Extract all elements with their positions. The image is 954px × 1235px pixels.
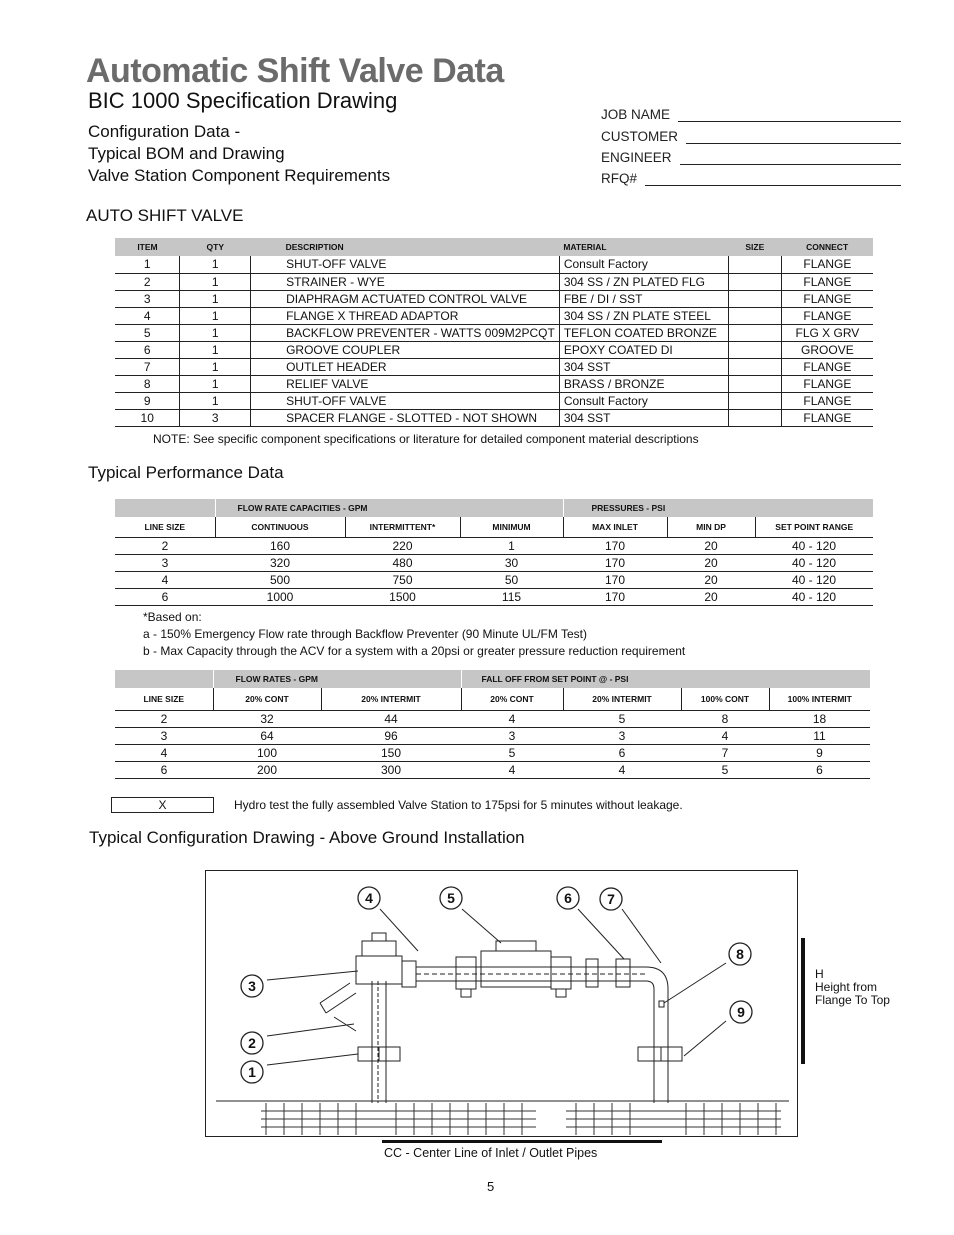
- bom-row-cell: FLANGE: [781, 256, 873, 273]
- bom-row: [115, 341, 873, 358]
- perf1-row: [115, 554, 873, 571]
- cc-label: CC - Center Line of Inlet / Outlet Pipes: [384, 1146, 598, 1160]
- callout-4: [358, 887, 380, 909]
- perf1-row-cell: 20: [667, 571, 755, 588]
- rfq-label: RFQ#: [601, 171, 638, 186]
- bom-row-cell: EPOXY COATED DI: [559, 341, 728, 358]
- perf2-row-cell: 4: [461, 761, 563, 778]
- height-label-line: Height from: [815, 980, 878, 994]
- callout-7: [600, 888, 622, 910]
- perf2-row-cell: 3: [115, 727, 213, 744]
- bom-row: [115, 324, 873, 341]
- perf1-group-flow: FLOW RATE CAPACITIES - GPM: [215, 499, 563, 517]
- callout-label: 5: [447, 890, 455, 906]
- bom-row-cell: [728, 307, 781, 324]
- perf2-col: LINE SIZE: [115, 688, 213, 710]
- perf2-col: 20% INTERMIT: [321, 688, 461, 710]
- bom-row-cell: FLANGE: [781, 273, 873, 290]
- customer-line[interactable]: [686, 132, 901, 144]
- perf1-row-cell: 170: [563, 537, 667, 554]
- perf2-col: 20% CONT: [213, 688, 321, 710]
- engineer-field[interactable]: [601, 147, 901, 165]
- bom-row: [115, 409, 873, 426]
- bom-row-cell: Consult Factory: [559, 392, 728, 409]
- perf2-group-flow: FLOW RATES - GPM: [213, 670, 461, 688]
- bom-row-cell: GROOVE COUPLER: [251, 341, 560, 358]
- callout-3: [241, 975, 263, 997]
- perf2-col: 100% INTERMIT: [769, 688, 870, 710]
- bom-row-cell: 3: [180, 409, 251, 426]
- bom-row-cell: 9: [115, 392, 180, 409]
- perf1-col: MAX INLET: [563, 517, 667, 537]
- perf1-row-cell: 170: [563, 571, 667, 588]
- perf2-group-falloff: FALL OFF FROM SET POINT @ - PSI: [461, 670, 870, 688]
- perf2-row-cell: 5: [681, 761, 769, 778]
- perf1-col: MIN DP: [667, 517, 755, 537]
- bom-row-cell: BRASS / BRONZE: [559, 375, 728, 392]
- drawing-heading: Typical Configuration Drawing - Above Ground Installation: [89, 828, 525, 847]
- perf1-row-cell: 1000: [215, 588, 345, 605]
- bom-row-cell: 4: [115, 307, 180, 324]
- perf2-row-cell: 96: [321, 727, 461, 744]
- perf2-row-cell: 4: [681, 727, 769, 744]
- perf1-row-cell: 20: [667, 554, 755, 571]
- perf2-row-cell: 11: [769, 727, 870, 744]
- perf2-row-cell: 2: [115, 710, 213, 727]
- bom-row-cell: FLANGE: [781, 375, 873, 392]
- perf-note: a - 150% Emergency Flow rate through Backflow Preventer (90 Minute UL/FM Test): [143, 627, 587, 641]
- perf1-row: [115, 588, 873, 605]
- height-dimension-bar: [801, 938, 805, 1064]
- perf1-row-cell: 115: [460, 588, 563, 605]
- bom-row-cell: FLANGE: [781, 392, 873, 409]
- callout-9: [730, 1001, 752, 1023]
- perf1-row-cell: 30: [460, 554, 563, 571]
- perf1-col: LINE SIZE: [115, 517, 215, 537]
- bom-row-cell: 1: [115, 256, 180, 273]
- perf2-row-cell: 64: [213, 727, 321, 744]
- perf2-row-cell: 18: [769, 710, 870, 727]
- perf2-row-cell: 6: [769, 761, 870, 778]
- perf1-row-cell: 750: [345, 571, 460, 588]
- bom-row: [115, 256, 873, 273]
- perf1-col: CONTINUOUS: [215, 517, 345, 537]
- bom-row-cell: TEFLON COATED BRONZE: [559, 324, 728, 341]
- perf2-col: 20% CONT: [461, 688, 563, 710]
- bom-row-cell: [728, 375, 781, 392]
- configuration-drawing: [205, 870, 798, 1137]
- perf2-row-cell: 32: [213, 710, 321, 727]
- perf1-row: [115, 571, 873, 588]
- bom-note: NOTE: See specific component specifications or literature for detailed component material descriptions: [153, 432, 699, 446]
- perf1-row-cell: 3: [115, 554, 215, 571]
- engineer-label: ENGINEER: [601, 150, 672, 165]
- perf2-row-cell: 4: [115, 744, 213, 761]
- perf2-group-blank: [115, 670, 213, 688]
- bom-row: [115, 290, 873, 307]
- callout-label: 8: [736, 946, 744, 962]
- config-line: Configuration Data -: [88, 122, 241, 141]
- bom-row-cell: FLANGE: [781, 409, 873, 426]
- perf1-row-cell: 40 - 120: [755, 554, 873, 571]
- bom-table: [115, 238, 873, 427]
- page-subtitle: BIC 1000 Specification Drawing: [88, 88, 398, 113]
- bom-col-qty: QTY: [180, 238, 251, 256]
- bom-row-cell: [728, 273, 781, 290]
- bom-row-cell: 1: [180, 256, 251, 273]
- bom-row-cell: [728, 341, 781, 358]
- perf1-row-cell: 6: [115, 588, 215, 605]
- bom-row-cell: 7: [115, 358, 180, 375]
- job-name-line[interactable]: [678, 110, 901, 122]
- perf2-row-cell: 300: [321, 761, 461, 778]
- callout-label: 3: [248, 978, 256, 994]
- callout-label: 1: [248, 1064, 256, 1080]
- bom-row-cell: 1: [180, 375, 251, 392]
- perf1-row-cell: 1: [460, 537, 563, 554]
- perf2-row: [115, 761, 870, 778]
- callout-5: [440, 887, 462, 909]
- config-line: Valve Station Component Requirements: [88, 166, 391, 185]
- callout-label: 7: [607, 891, 615, 907]
- perf2-col: 20% INTERMIT: [563, 688, 681, 710]
- perf1-row-cell: 20: [667, 537, 755, 554]
- bom-heading: AUTO SHIFT VALVE: [86, 206, 244, 225]
- bom-row: [115, 273, 873, 290]
- callout-label: 4: [365, 890, 373, 906]
- perf1-row-cell: 2: [115, 537, 215, 554]
- bom-row-cell: 6: [115, 341, 180, 358]
- bom-row-cell: 304 SST: [559, 409, 728, 426]
- hydro-text: Hydro test the fully assembled Valve Station to 175psi for 5 minutes without leakage.: [234, 798, 683, 812]
- bom-row-cell: [728, 358, 781, 375]
- perf2-row: [115, 744, 870, 761]
- bom-row-cell: 304 SS / ZN PLATE STEEL: [559, 307, 728, 324]
- bom-row-cell: FLG X GRV: [781, 324, 873, 341]
- job-name-field[interactable]: [601, 104, 901, 122]
- perf1-row-cell: 50: [460, 571, 563, 588]
- cc-dimension-bar: [382, 1140, 662, 1143]
- engineer-line[interactable]: [680, 153, 901, 165]
- perf-note: b - Max Capacity through the ACV for a system with a 20psi or greater pressure reduction requirement: [143, 644, 686, 658]
- bom-col-connect: CONNECT: [781, 238, 873, 256]
- perf1-row-cell: 170: [563, 588, 667, 605]
- bom-row-cell: 1: [180, 273, 251, 290]
- bom-row-cell: [728, 324, 781, 341]
- page-title: Automatic Shift Valve Data: [86, 52, 504, 90]
- rfq-line[interactable]: [645, 174, 901, 186]
- callout-1: [241, 1061, 263, 1083]
- bom-row-cell: FLANGE: [781, 358, 873, 375]
- perf1-col: INTERMITTENT*: [345, 517, 460, 537]
- bom-row-cell: [728, 256, 781, 273]
- bom-row-cell: 3: [115, 290, 180, 307]
- bom-row-cell: 5: [115, 324, 180, 341]
- bom-col-item: ITEM: [115, 238, 180, 256]
- performance-heading: Typical Performance Data: [88, 463, 284, 482]
- perf2-row-cell: 6: [115, 761, 213, 778]
- bom-row-cell: [728, 392, 781, 409]
- perf2-row-cell: 200: [213, 761, 321, 778]
- height-label-line: Flange To Top: [815, 993, 890, 1007]
- perf1-group-pressure: PRESSURES - PSI: [563, 499, 873, 517]
- perf2-row-cell: 3: [461, 727, 563, 744]
- bom-row: [115, 358, 873, 375]
- perf2-row-cell: 8: [681, 710, 769, 727]
- bom-row-cell: 1: [180, 392, 251, 409]
- perf2-row-cell: 100: [213, 744, 321, 761]
- perf1-group-blank: [115, 499, 215, 517]
- perf2-row-cell: 5: [563, 710, 681, 727]
- bom-row-cell: FLANGE X THREAD ADAPTOR: [251, 307, 560, 324]
- perf1-row-cell: 160: [215, 537, 345, 554]
- callout-label: 6: [564, 890, 572, 906]
- perf1-row-cell: 20: [667, 588, 755, 605]
- perf1-row-cell: 500: [215, 571, 345, 588]
- valve-station-schematic: [206, 871, 799, 1138]
- bom-row-cell: FBE / DI / SST: [559, 290, 728, 307]
- bom-row-cell: 304 SS / ZN PLATED FLG: [559, 273, 728, 290]
- perf2-row-cell: 44: [321, 710, 461, 727]
- bom-row-cell: SHUT-OFF VALVE: [251, 256, 560, 273]
- perf2-row: [115, 710, 870, 727]
- config-line: Typical BOM and Drawing: [88, 144, 285, 163]
- bom-row-cell: FLANGE: [781, 290, 873, 307]
- perf1-row-cell: 220: [345, 537, 460, 554]
- perf2-col: 100% CONT: [681, 688, 769, 710]
- perf2-row-cell: 150: [321, 744, 461, 761]
- perf2-row-cell: 7: [681, 744, 769, 761]
- bom-row: [115, 307, 873, 324]
- perf1-col: MINIMUM: [460, 517, 563, 537]
- bom-row-cell: Consult Factory: [559, 256, 728, 273]
- bom-col-size: SIZE: [728, 238, 781, 256]
- bom-row-cell: 2: [115, 273, 180, 290]
- bom-row-cell: GROOVE: [781, 341, 873, 358]
- bom-row-cell: 304 SST: [559, 358, 728, 375]
- perf1-row-cell: 40 - 120: [755, 588, 873, 605]
- bom-row-cell: 8: [115, 375, 180, 392]
- perf1-row-cell: 40 - 120: [755, 537, 873, 554]
- callout-label: 2: [248, 1035, 256, 1051]
- callout-label: 9: [737, 1004, 745, 1020]
- perf1-col: SET POINT RANGE: [755, 517, 873, 537]
- height-label: [815, 968, 890, 1007]
- job-name-label: JOB NAME: [601, 107, 671, 122]
- bom-row-cell: 1: [180, 341, 251, 358]
- callout-6: [557, 887, 579, 909]
- page-number: 5: [487, 1179, 495, 1194]
- performance-table-1: [115, 499, 873, 606]
- bom-row: [115, 375, 873, 392]
- perf1-row-cell: 320: [215, 554, 345, 571]
- bom-row-cell: [728, 409, 781, 426]
- rfq-field[interactable]: [601, 168, 901, 186]
- bom-row-cell: FLANGE: [781, 307, 873, 324]
- perf1-row: [115, 537, 873, 554]
- height-label-line: H: [815, 967, 824, 981]
- perf2-row-cell: 3: [563, 727, 681, 744]
- bom-row-cell: OUTLET HEADER: [251, 358, 560, 375]
- perf2-row-cell: 5: [461, 744, 563, 761]
- bom-row-cell: SHUT-OFF VALVE: [251, 392, 560, 409]
- callout-8: [729, 943, 751, 965]
- bom-row-cell: 1: [180, 358, 251, 375]
- bom-row-cell: STRAINER - WYE: [251, 273, 560, 290]
- bom-row: [115, 392, 873, 409]
- customer-label: CUSTOMER: [601, 129, 679, 144]
- bom-row-cell: RELIEF VALVE: [251, 375, 560, 392]
- bom-row-cell: 1: [180, 290, 251, 307]
- perf1-row-cell: 40 - 120: [755, 571, 873, 588]
- bom-row-cell: 1: [180, 307, 251, 324]
- bom-col-description: DESCRIPTION: [251, 238, 560, 256]
- perf2-row: [115, 727, 870, 744]
- performance-table-2: [115, 670, 870, 779]
- bom-row-cell: DIAPHRAGM ACTUATED CONTROL VALVE: [251, 290, 560, 307]
- perf1-row-cell: 480: [345, 554, 460, 571]
- bom-col-material: MATERIAL: [559, 238, 728, 256]
- bom-row-cell: [728, 290, 781, 307]
- perf1-row-cell: 1500: [345, 588, 460, 605]
- hydro-checkbox[interactable]: X: [111, 797, 214, 813]
- perf1-row-cell: 170: [563, 554, 667, 571]
- perf-note: *Based on:: [143, 610, 202, 624]
- bom-row-cell: BACKFLOW PREVENTER - WATTS 009M2PCQT: [251, 324, 560, 341]
- callout-2: [241, 1032, 263, 1054]
- perf2-row-cell: 4: [563, 761, 681, 778]
- perf2-row-cell: 4: [461, 710, 563, 727]
- perf2-row-cell: 9: [769, 744, 870, 761]
- perf1-row-cell: 4: [115, 571, 215, 588]
- bom-row-cell: 10: [115, 409, 180, 426]
- perf2-row-cell: 6: [563, 744, 681, 761]
- bom-row-cell: 1: [180, 324, 251, 341]
- bom-row-cell: SPACER FLANGE - SLOTTED - NOT SHOWN: [251, 409, 560, 426]
- customer-field[interactable]: [601, 126, 901, 144]
